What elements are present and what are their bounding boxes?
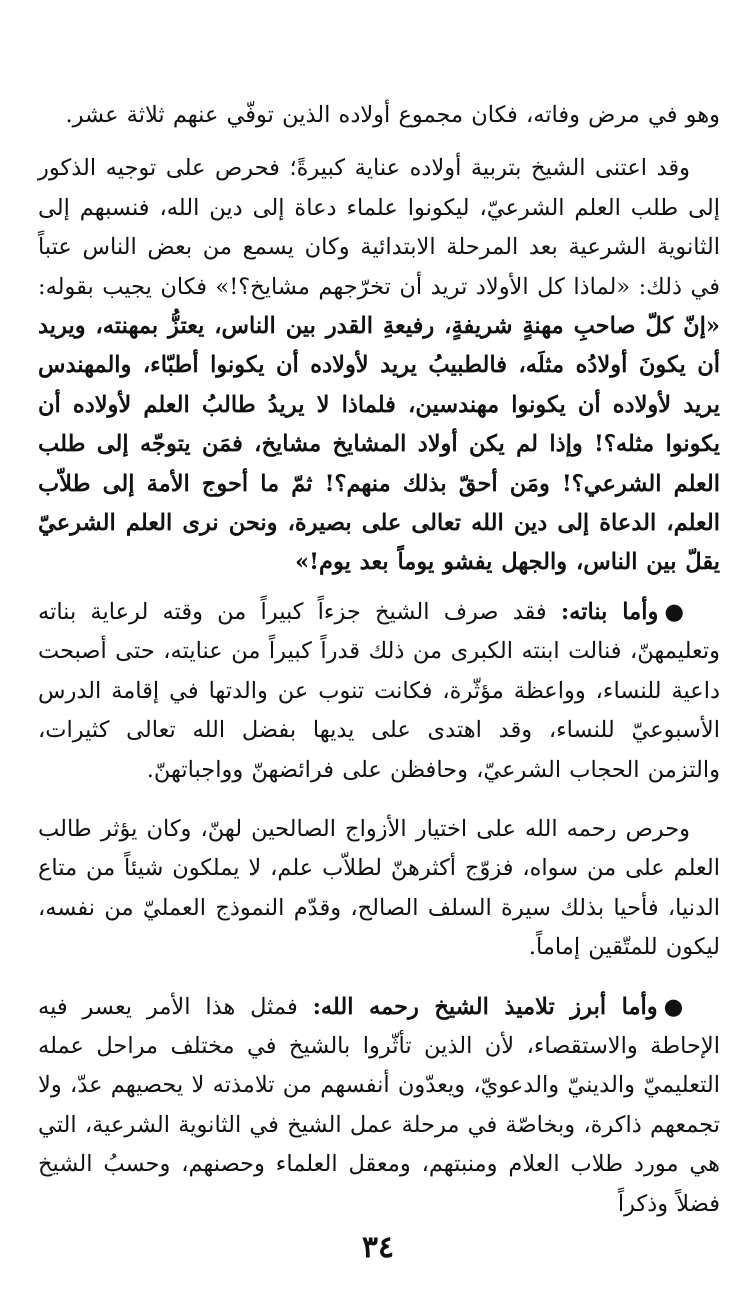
paragraph-text: وحرص رحمه الله على اختيار الأزواج الصالحين لهنّ، وكان يؤثر طالب العلم على من سواه، فزوّج أكثرهنّ لطلاّب علم، لا يملكون شيئاً من متاع الدنيا، فأحيا بذلك سيرة السلف الصالح، وقدّم النموذج العمليّ من نفسه، ليكون للمتّقين إماماً. (38, 815, 720, 961)
paragraph-students (38, 988, 720, 1224)
paragraph-death-children (38, 96, 720, 135)
paragraph-text: فمثل هذا الأمر يعسر فيه الإحاطة والاستقصاء، لأن الذين تأثّروا بالشيخ في مختلف مراحل عمله التعليميّ والدينيّ والدعويّ، ويعدّون أنفسهم من تلامذته لا يحصيهم عدّ، ولا تجمعهم ذاكرة، وبخاصّة في مرحلة عمل الشيخ في الثانوية الشرعية، التي هي مورد طلاب العلام ومنبتهم، ومعقل العلماء وحصنهم، وحسبُ الشيخ فضلاً وذكراً (38, 993, 720, 1217)
bullet-icon: ● (663, 993, 690, 1020)
paragraph-text: وقد اعتنى الشيخ بتربية أولاده عناية كبيرةً؛ فحرص على توجيه الذكور إلى طلب العلم الشرعيّ، ليكونوا علماء دعاة إلى دين الله، فنسبهم إلى الثانوية الشرعية بعد المرحلة الابتدائية وكان يسمع من بعض الناس عتباً في ذلك: «لماذا كل الأولاد تريد أن تخرّجهم مشايخ؟!» فكان يجيب بقوله: (38, 155, 720, 300)
paragraph-sons-education (38, 149, 720, 582)
bullet-icon: ● (664, 598, 690, 625)
paragraph-text: وهو في مرض وفاته، فكان مجموع أولاده الذين توفّي عنهم ثلاثة عشر. (65, 102, 720, 128)
page-body (38, 96, 720, 1224)
paragraph-husbands (38, 810, 720, 968)
section-lead-daughters: وأما بناته: (560, 598, 659, 625)
paragraph-text: فقد صرف الشيخ جزءاً كبيراً من وقته لرعاية بناته وتعليمهنّ، فنالت ابنته الكبرى من ذلك قدراً كبيراً من عنايته، حتى أصبحت داعية للنساء، وواعظة مؤثّرة، فكانت تنوب عن والدتها في إقامة الدرس الأسبوعيّ للنساء، وقد اهتدى على يديها بفضل الله تعالى كثيرات، والتزمن الحجاب الشرعيّ، وحافظن على فرائضهنّ وواجباتهنّ. (38, 598, 720, 783)
page-number: ٣٤ (361, 1230, 395, 1265)
paragraph-daughters (38, 593, 720, 790)
sheikh-quote: «إنّ كلّ صاحبِ مهنةٍ شريفةٍ، رفيعةِ القدر بين الناس، يعتزُّ بمهنته، ويريد أن يكونَ أولادُه مثلَه، فالطبيبُ يريد لأولاده أن يكونوا أطبّاء، والمهندس يريد لأولاده أن يكونوا مهندسين، فلماذا لا يريدُ طالبُ العلم لأولاده أن يكونوا مثله؟! وإذا لم يكن أولاد المشايخ مشايخ، فمَن يتوجّه إلى طلب العلم الشرعي؟! ومَن أحقّ بذلك منهم؟! ثمّ ما أحوج الأمة إلى طلاّب العلم، الدعاة إلى دين الله تعالى على بصيرة، ونحن نرى العلم الشرعيّ يقلّ بين الناس، والجهل يفشو يوماً بعد يوم!» (38, 313, 720, 576)
section-lead-students: وأما أبرز تلاميذ الشيخ رحمه الله: (312, 993, 658, 1020)
